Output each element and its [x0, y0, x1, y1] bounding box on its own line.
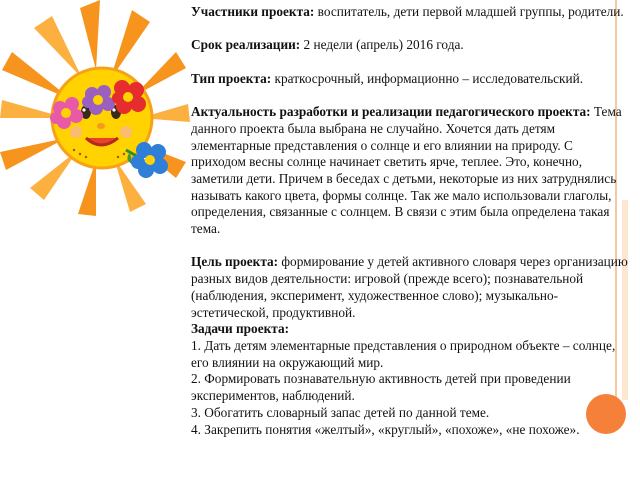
- type-paragraph: [191, 71, 631, 88]
- project-text: [191, 4, 631, 438]
- participants-label: Участники проекта:: [191, 4, 315, 19]
- task-item: 4. Закрепить понятия «желтый», «круглый», «похоже», «не похоже».: [191, 421, 580, 437]
- term-text: 2 недели (апрель) 2016 года.: [300, 37, 464, 53]
- term-paragraph: [191, 37, 631, 54]
- type-label: Тип проекта:: [191, 70, 272, 86]
- term-label: Срок реализации:: [191, 37, 301, 53]
- relevance-text: Тема данного проекта была выбрана не случайно. Хочется дать детям элементарные представления о солнце и его влиянии на природу. С приходом весны солнце начинает светить ярче, теплее. Это, конечно, заметили дети. Причем в беседах с детьми, некоторые из них затруднялись называть какого цвета, формы солнце. Так же мало использовали глаголы, определения, связанные с солнцем. В связи с этим была определена такая тема.: [191, 104, 622, 237]
- goal-text: формирование у детей активного словаря через организацию разных видов деятельности: игровой (прежде всего); познавательной (наблюдения, эксперимент, художественное слово); музыкально-эстетической, продуктивной.: [191, 254, 628, 320]
- flower-red-icon: [112, 80, 146, 114]
- goal-paragraph: [191, 254, 631, 321]
- sun-illustration: [0, 0, 190, 220]
- tasks-label: Задачи проекта:: [191, 321, 290, 337]
- task-item: 3. Обогатить словарный запас детей по данной теме.: [191, 404, 490, 420]
- task-item: 1. Дать детям элементарные представления о природном объекте – солнце, его влиянии на окружающий мир.: [191, 338, 616, 370]
- participants-paragraph: [191, 4, 631, 21]
- type-text: краткосрочный, информационно – исследовательский.: [271, 70, 584, 86]
- tasks-heading: [191, 321, 631, 338]
- participants-text: воспитатель, дети первой младшей группы, родители.: [314, 4, 624, 19]
- goal-label: Цель проекта:: [191, 254, 279, 270]
- relevance-paragraph: [191, 104, 631, 238]
- task-item: 2. Формировать познавательную активность детей при проведении экспериментов, наблюдений.: [191, 371, 571, 404]
- relevance-label: Актуальность разработки и реализации педагогического проекта:: [191, 104, 591, 120]
